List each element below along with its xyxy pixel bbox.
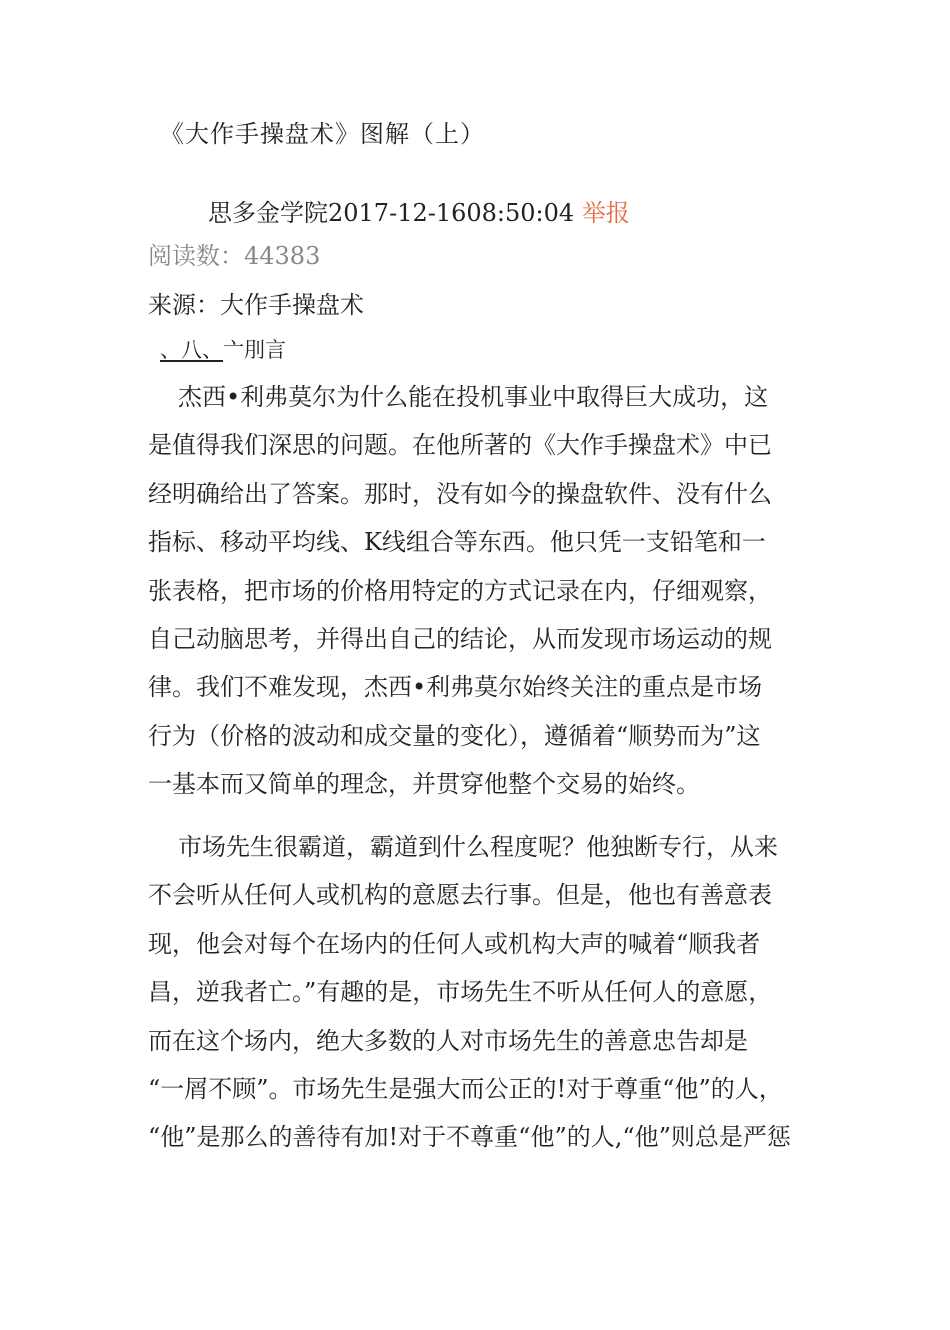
read-count xyxy=(148,236,320,271)
section-heading xyxy=(160,334,286,364)
paragraph-line: 现，他会对每个在场内的任何人或机构大声的喊着“顺我者 xyxy=(148,929,761,958)
author-name: 思多金学院 xyxy=(208,199,328,227)
body-paragraph xyxy=(148,823,808,1162)
paragraph-line: 指标、移动平均线、K线组合等东西。他只凭一支铅笔和一 xyxy=(148,528,766,557)
publish-datetime: 2017-12-1608:50:04 xyxy=(328,199,575,227)
report-link[interactable]: 举报 xyxy=(581,199,630,227)
paragraph-line: 而在这个场内，绝大多数的人对市场先生的善意忠告却是 xyxy=(148,1026,748,1055)
read-count-label: 阅读数： xyxy=(148,242,244,270)
article-title: 《大作手操盘术》图解（上） xyxy=(160,120,485,148)
section-heading-text: 亠刖言 xyxy=(223,338,286,362)
paragraph-line: 杰西•利弗莫尔为什么能在投机事业中取得巨大成功，这 xyxy=(178,383,769,411)
paragraph-line: 昌，逆我者亡。”有趣的是，市场先生不听从任何人的意愿， xyxy=(148,978,773,1007)
source-label: 来源： xyxy=(148,291,220,319)
paragraph-line: 不会听从任何人或机构的意愿去行事。但是，他也有善意表 xyxy=(148,881,772,910)
byline xyxy=(208,193,630,228)
paragraph-line: “他”是那么的善待有加!对于不尊重“他”的人,“他”则总是严惩 xyxy=(148,1123,791,1152)
read-count-value: 44383 xyxy=(244,242,321,270)
paragraph-line: 一基本而又简单的理念，并贯穿他整个交易的始终。 xyxy=(148,770,700,799)
paragraph-line: 是值得我们深思的问题。在他所著的《大作手操盘术》中已 xyxy=(148,431,772,460)
paragraph-line: 市场先生很霸道，霸道到什么程度呢？他独断专行，从来 xyxy=(178,833,778,861)
paragraph-line: 自己动脑思考，并得出自己的结论，从而发现市场运动的规 xyxy=(148,625,772,654)
article-source xyxy=(148,285,364,320)
paragraph-line: 张表格，把市场的价格用特定的方式记录在内，仔细观察， xyxy=(148,576,772,605)
body-paragraph xyxy=(148,373,808,809)
paragraph-line: 经明确给出了答案。那时，没有如今的操盘软件、没有什么 xyxy=(148,479,772,508)
source-value: 大作手操盘术 xyxy=(220,291,364,319)
paragraph-line: 行为（价格的波动和成交量的变化），遵循着“顺势而为”这 xyxy=(148,721,761,750)
paragraph-line: “一屑不顾”。市场先生是强大而公正的!对于尊重“他”的人， xyxy=(148,1075,783,1104)
section-heading-prefix: 、八、 xyxy=(160,338,223,362)
paragraph-line: 律。我们不难发现，杰西•利弗莫尔始终关注的重点是市场 xyxy=(148,673,763,702)
